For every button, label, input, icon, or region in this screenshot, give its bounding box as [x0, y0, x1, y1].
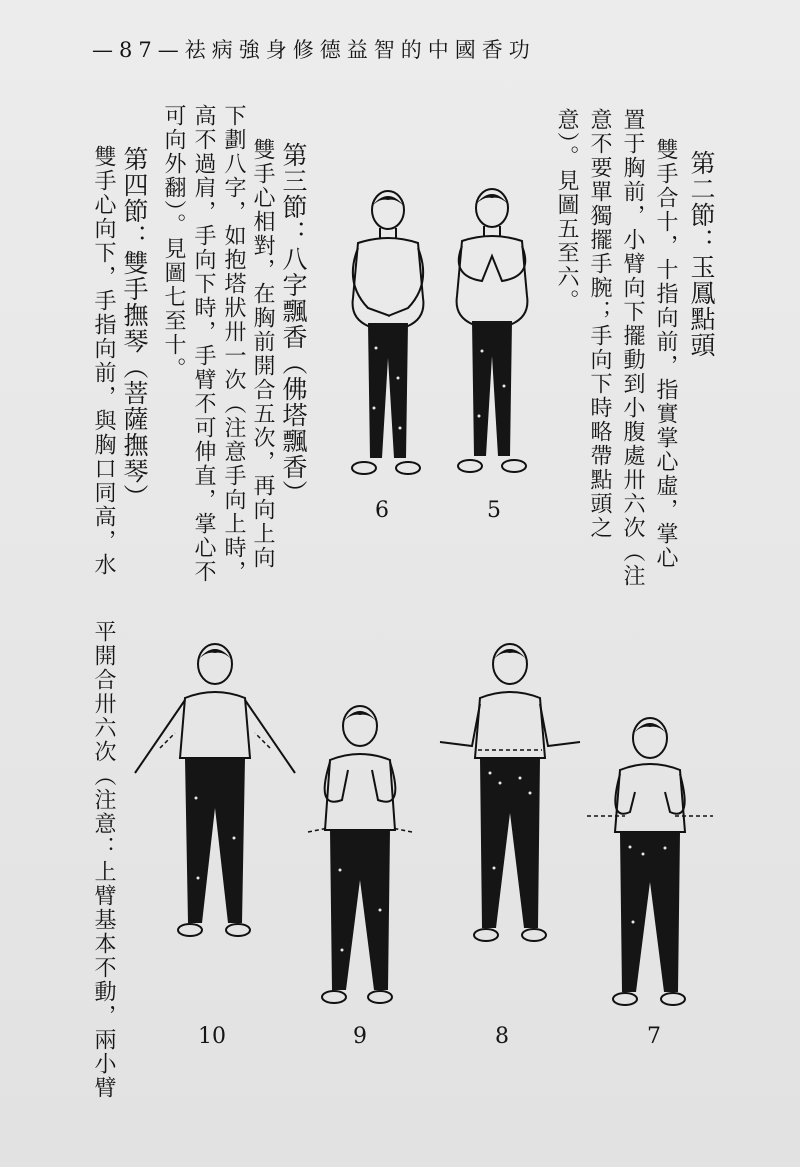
section-2-line-2: 置于胸前，小臂向下擺動到小腹處卅六次（注	[620, 108, 645, 588]
figure-9-illustration	[300, 700, 420, 1010]
section-4-line-2: 平開合卅六次（注意：上臂基本不動，兩小臂	[91, 620, 116, 1100]
figure-9-number: 9	[353, 1024, 367, 1049]
section-3-heading: 第三節：八字飄香（佛塔飄香）	[279, 142, 308, 506]
section-3-line-3: 高不過肩，手向下時，手臂不可伸直，掌心不	[191, 104, 216, 584]
figure-10-number: 10	[198, 1024, 226, 1049]
figure-10-illustration	[130, 638, 300, 958]
section-2-line-3: 意不要單獨擺手腕；手向下時略帶點頭之	[587, 108, 612, 540]
section-4-line-1: 雙手心向下，手指向前，與胸口同高，水	[91, 145, 116, 577]
figure-6-illustration	[338, 188, 438, 488]
figure-7-illustration	[585, 712, 715, 1012]
section-4-heading: 第四節：雙手撫琴（菩薩撫琴）	[120, 146, 149, 510]
section-3-line-4: 可向外翻）。見圖七至十。	[161, 104, 186, 381]
figure-5-number: 5	[487, 498, 501, 523]
figure-8-number: 8	[495, 1024, 509, 1049]
section-3-line-2: 下劃八字，如抱塔狀卅一次（注意手向上時，	[221, 104, 246, 584]
figure-7-number: 7	[647, 1024, 661, 1049]
section-3-line-1: 雙手心相對，在胸前開合五次，再向上向	[250, 138, 275, 570]
page-header: —87—祛病強身修德益智的中國香功	[92, 38, 536, 62]
figure-6-number: 6	[375, 498, 389, 523]
section-2-line-1: 雙手合十，十指向前，指實掌心虛，掌心	[653, 138, 678, 570]
section-2-heading: 第二節：玉鳳點頭	[687, 150, 716, 358]
figure-8-illustration	[430, 638, 590, 948]
section-2-line-4: 意）。見圖五至六。	[554, 108, 579, 313]
figure-5-illustration	[442, 186, 542, 486]
